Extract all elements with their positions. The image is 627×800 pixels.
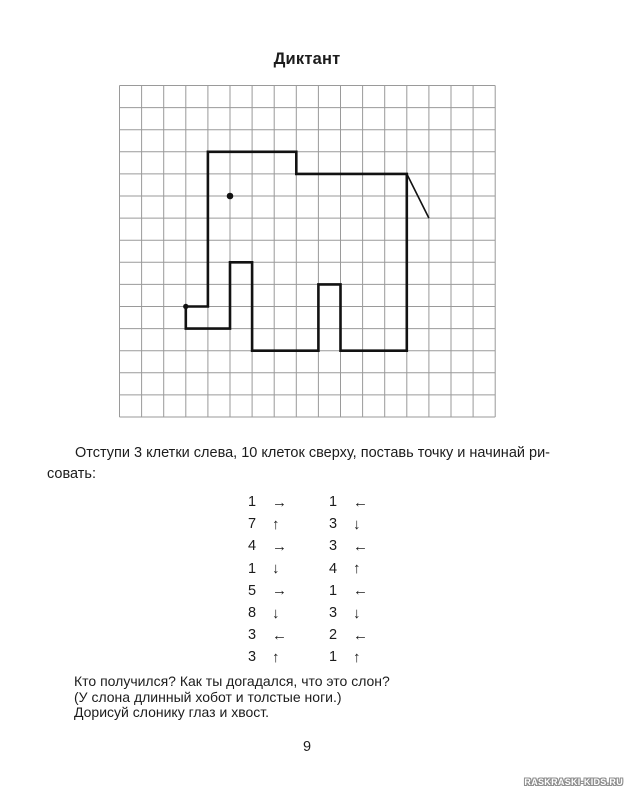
- dictation-grid: [119, 85, 496, 423]
- step-count: 4: [329, 560, 338, 577]
- instruction-line-2: совать:: [47, 465, 96, 482]
- start-point-dot: [183, 304, 188, 309]
- step-count: 3: [248, 627, 257, 644]
- step-arrow-icon: ↓: [353, 604, 361, 622]
- dictation-step: [329, 624, 368, 646]
- step-count: 3: [329, 516, 338, 533]
- dictation-step: [248, 646, 287, 668]
- dictation-step: [329, 602, 368, 624]
- instruction-line-1: Отступи 3 клетки слева, 10 клеток сверху, поставь точку и начинай ри-: [75, 445, 551, 461]
- dictation-step: [329, 558, 368, 580]
- eye-dot: [227, 193, 234, 200]
- step-arrow-icon: ↑: [272, 648, 280, 666]
- question-line-2: (У слона длинный хобот и толстые ноги.): [74, 688, 342, 705]
- instruction-paragraph: [47, 443, 577, 484]
- dictation-step: [329, 513, 368, 535]
- grid-lines: [120, 86, 496, 418]
- step-count: 5: [248, 582, 257, 599]
- step-count: 1: [329, 582, 338, 599]
- dictation-step: [248, 580, 287, 602]
- step-arrow-icon: →: [272, 582, 287, 600]
- dictation-step: [248, 624, 287, 646]
- step-arrow-icon: ←: [353, 537, 368, 555]
- page-title: Диктант: [273, 50, 341, 68]
- step-arrow-icon: ↑: [353, 560, 361, 578]
- page-number: 9: [302, 739, 312, 755]
- dictation-step: [329, 580, 368, 602]
- dictation-step: [329, 646, 368, 668]
- step-count: 3: [248, 649, 257, 666]
- questions-block: [74, 674, 390, 721]
- step-count: 1: [329, 649, 338, 666]
- step-arrow-icon: ↑: [272, 515, 280, 533]
- dictation-column-2: [329, 491, 368, 669]
- step-arrow-icon: ↓: [272, 604, 280, 622]
- step-count: 3: [329, 538, 338, 555]
- step-arrow-icon: ↓: [353, 515, 361, 533]
- dictation-step: [248, 535, 287, 557]
- dictation-step: [248, 558, 287, 580]
- step-count: 7: [248, 516, 257, 533]
- step-count: 8: [248, 605, 257, 622]
- step-count: 1: [248, 560, 257, 577]
- dictation-step: [329, 491, 368, 513]
- step-arrow-icon: ←: [353, 582, 368, 600]
- dictation-column-1: [248, 491, 287, 669]
- dictation-step: [248, 602, 287, 624]
- step-count: 1: [329, 494, 338, 511]
- step-arrow-icon: ↓: [272, 560, 280, 578]
- watermark: RASKRASKI-KIDS.RU: [524, 777, 623, 787]
- step-arrow-icon: →: [272, 537, 287, 555]
- step-arrow-icon: ←: [353, 626, 368, 644]
- step-arrow-icon: ←: [353, 493, 368, 511]
- step-arrow-icon: ↑: [353, 648, 361, 666]
- question-line-3: Дорисуй слонику глаз и хвост.: [74, 704, 270, 721]
- step-count: 2: [329, 627, 338, 644]
- question-line-1: Кто получился? Как ты догадался, что это слон?: [74, 673, 390, 689]
- step-count: 4: [248, 538, 257, 555]
- dictation-step: [248, 491, 287, 513]
- step-arrow-icon: ←: [272, 626, 287, 644]
- dictation-step: [248, 513, 287, 535]
- step-count: 3: [329, 605, 338, 622]
- step-arrow-icon: →: [272, 493, 287, 511]
- step-count: 1: [248, 494, 257, 511]
- dictation-step: [329, 535, 368, 557]
